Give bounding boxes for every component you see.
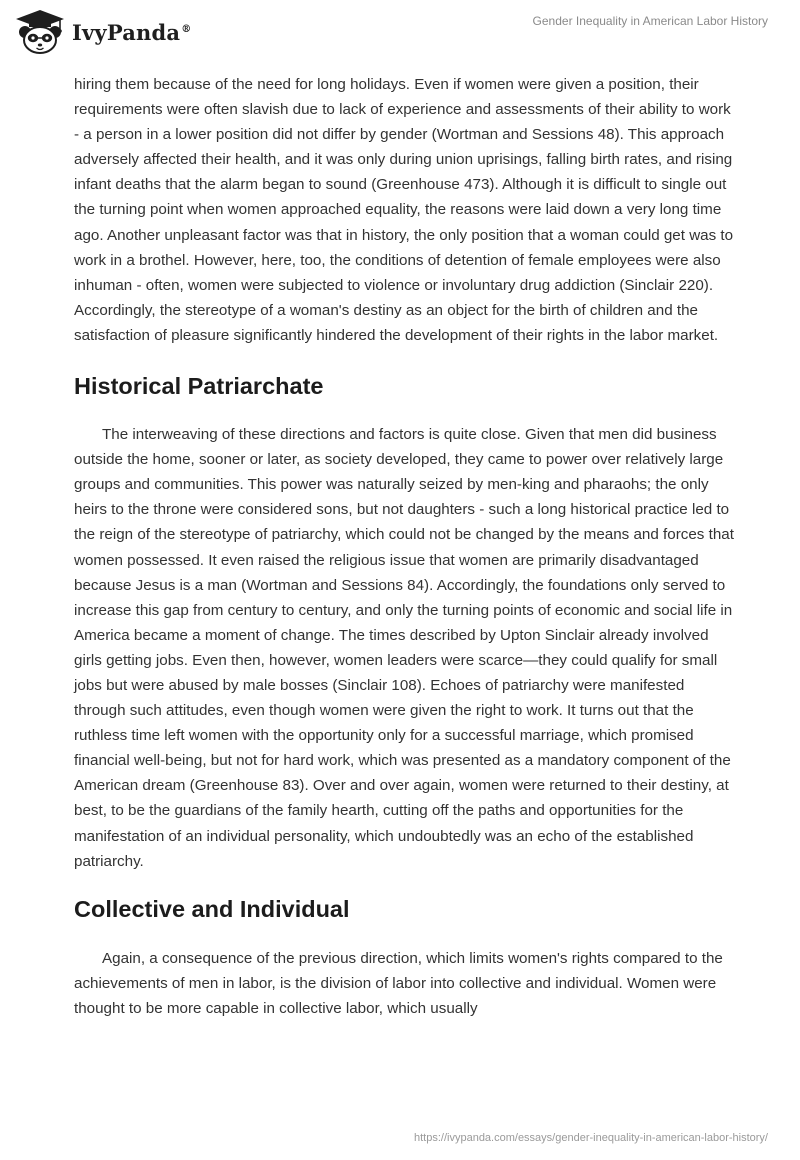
- page-header: [0, 0, 800, 70]
- paragraph-2: The interweaving of these directions and factors is quite close. Given that men did business outside the home, sooner or later, as society developed, they came to power over relatively large groups and communities. This power was naturally seized by men-king and pharaohs; the only heirs to the throne were considered sons, but not daughters - such a long historical practice led to the reign of the stereotype of patriarchy, which could not be changed by the means and forces that women possessed. It even raised the religious issue that women are primarily disadvantaged because Jesus is a man (Wortman and Sessions 84). Accordingly, the foundations only served to increase this gap from century to century, and only the turning points of economic and social life in America became a moment of change. The times described by Upton Sinclair already involved girls getting jobs. Even then, however, women leaders were scarce—they could qualify for small jobs but were abused by male bosses (Sinclair 108). Echoes of patriarchy were manifested through such attitudes, even though women were given the right to work. It turns out that the ruthless time left women with the opportunity only for a successful marriage, which promised financial well-being, but not for hard work, which was presented as a mandatory component of the American dream (Greenhouse 83). Over and over again, women were returned to their destiny, at best, to be the guardians of the family hearth, cutting off the paths and opportunities for the manifestation of an individual personality, which undoubtedly was an echo of the established patriarchy.: [74, 426, 734, 870]
- paragraph-1: hiring them because of the need for long holidays. Even if women were given a position, their requirements were often slavish due to lack of experience and assessments of their ability to work - a person in a lower position did not differ by gender (Wortman and Sessions 48). This approach adversely affected their health, and it was only during union uprisings, falling birth rates, and rising infant deaths that the alarm began to sound (Greenhouse 473). Although it is difficult to single out the turning point when women approached equality, the reasons were laid down a very long time ago. Another unpleasant factor was that in history, the only position that a woman could get was to work in a brothel. However, here, too, the conditions of detention of female employees were also inhuman - often, women were subjected to violence or involuntary drug addiction (Sinclair 220). Accordingly, the stereotype of a woman's destiny as an object for the birth of children and the satisfaction of pleasure significantly hindered the development of their rights in the labor market.: [74, 76, 734, 344]
- registered-mark: ®: [181, 23, 192, 35]
- footer-source-url[interactable]: https://ivypanda.com/essays/gender-inequality-in-american-labor-history/: [414, 1132, 768, 1144]
- section-heading-collective-and-individual: Collective and Individual: [74, 895, 350, 922]
- panda-graduate-icon: [14, 8, 66, 56]
- brand-name: IvyPanda®: [72, 19, 192, 45]
- document-title: Gender Inequality in American Labor History: [532, 14, 768, 28]
- essay-body: [74, 72, 734, 1021]
- paragraph-3: Again, a consequence of the previous direction, which limits women's rights compared to the achievements of men in labor, is the division of labor into collective and individual. Women were thought to be more capable in collective labor, which usually: [74, 949, 723, 1017]
- ivypanda-logo[interactable]: [14, 8, 191, 56]
- section-heading-historical-patriarchate: Historical Patriarchate: [74, 373, 324, 400]
